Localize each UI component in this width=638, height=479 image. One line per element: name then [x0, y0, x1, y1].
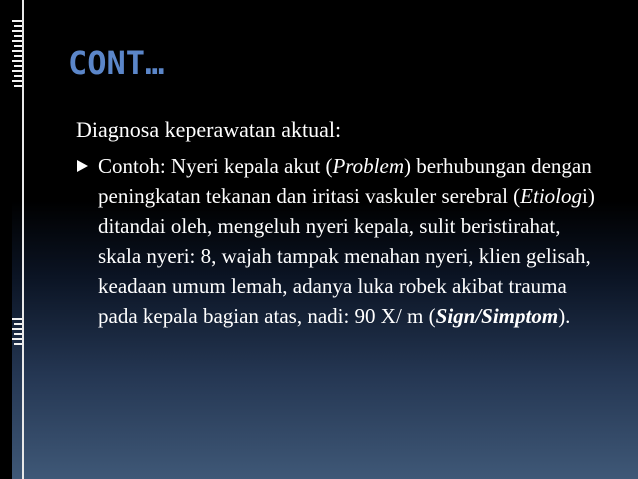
bullet-text-part4: ).: [558, 304, 571, 328]
problem-term: Problem: [332, 154, 404, 178]
bottom-stripe-decoration: [12, 318, 22, 348]
sign-simptom-term: Sign/Simptom: [435, 304, 559, 328]
top-stripe-decoration: [12, 20, 22, 90]
bullet-text-part2: ) berhubungan dengan peningkatan tekanan dan iritasi vaskuler serebral (: [98, 154, 592, 208]
bullet-text: [98, 151, 606, 331]
etiologi-term: Etiolog: [520, 184, 583, 208]
left-border-bar: [0, 0, 12, 479]
slide-subheading: Diagnosa keperawatan aktual:: [76, 117, 342, 142]
bullet-text-part1: Contoh: Nyeri kepala akut (: [98, 154, 333, 178]
bullet-text-part3: i) ditandai oleh, mengeluh nyeri kepala, sulit beristirahat, skala nyeri: 8, wajah tampak menahan nyeri, klien gelisah, keadaan umum lemah, adanya luka robek akibat trauma pada kepala bagian atas, nadi: 90 X/ m (: [98, 184, 595, 328]
bullet-item: [76, 151, 606, 331]
left-accent-line: [22, 0, 24, 479]
slide-title: CONT…: [68, 44, 165, 82]
square-bullet-icon: [76, 160, 88, 172]
